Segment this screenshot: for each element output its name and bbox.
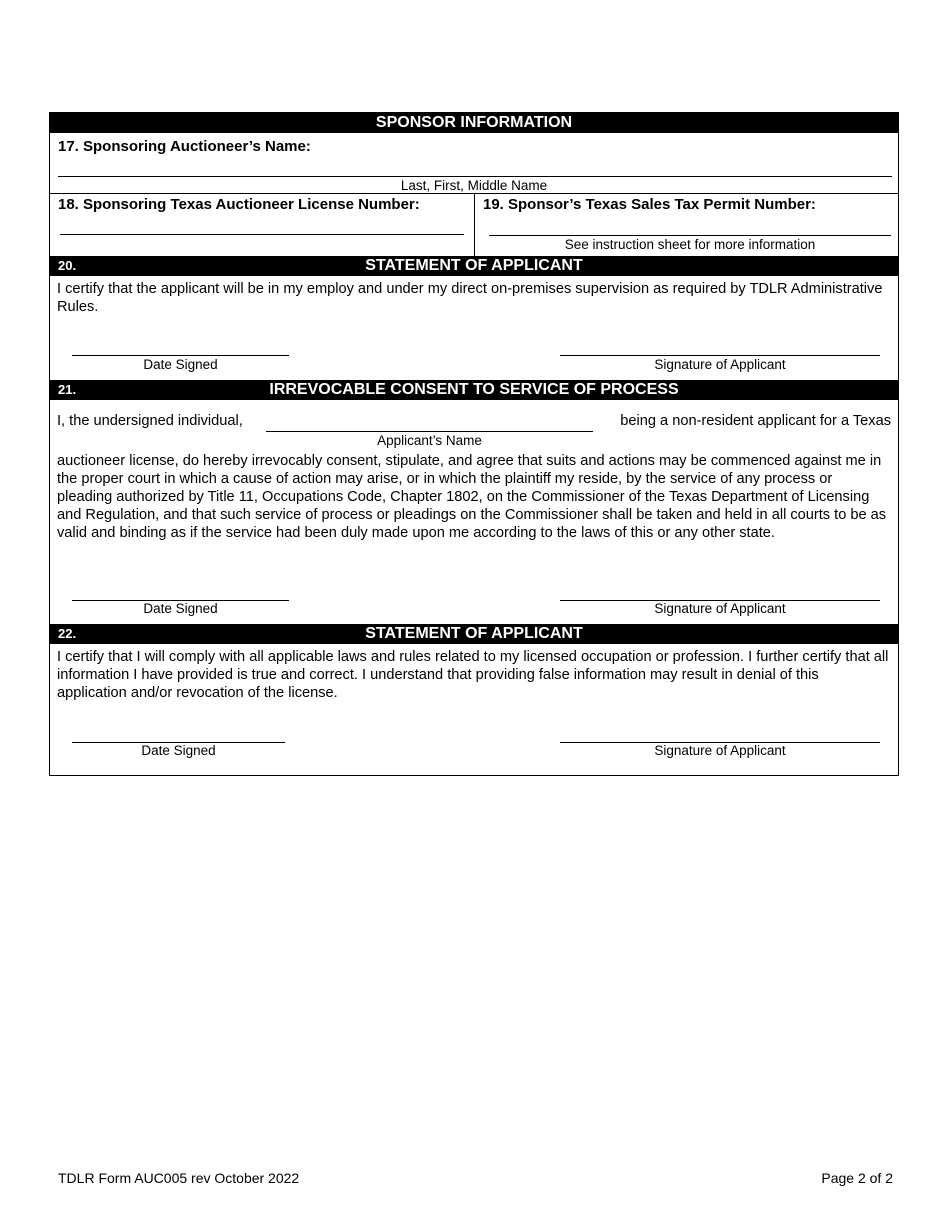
section-21-intro-left: I, the undersigned individual, [57, 413, 243, 429]
column-divider [474, 193, 475, 256]
applicant-name-field[interactable] [266, 415, 593, 432]
q19-label: 19. Sponsor’s Texas Sales Tax Permit Number: [483, 196, 816, 213]
page-number: Page 2 of 2 [821, 1170, 893, 1186]
section-21-signature-field[interactable] [560, 584, 880, 601]
sponsor-license-number-field[interactable] [60, 218, 464, 235]
section-22-statement: I certify that I will comply with all applicable laws and rules related to my licensed occupation or profession. I further certify that all information I have provided is true and correct. I understand that providing false information may result in denial of this application and/or revocation of the license. [57, 649, 889, 701]
section-22-signature-caption: Signature of Applicant [654, 743, 786, 758]
section-22-header [50, 624, 898, 644]
q17-label: 17. Sponsoring Auctioneer’s Name: [58, 138, 311, 155]
sponsor-sales-tax-permit-field[interactable] [489, 219, 891, 236]
section-21-intro-right: being a non-resident applicant for a Texas [620, 413, 891, 429]
section-21-number: 21. [58, 382, 77, 397]
section-21-consent-text: auctioneer license, do hereby irrevocably consent, stipulate, and agree that suits and actions may be commenced against me in the proper court in which a cause of action may arise, or in which the plaintiff my reside, by the service of any process or pleading authorized by Title 11, Occupations Code, Chapter 1802, on the Commissioner of the Texas Department of Licensing and Regulation, and that such service of process or pleadings on the Commissioner shall be taken and held in all courts to be as valid and binding as if the service had been duly made upon me according to the laws of this or any other state. [57, 453, 887, 541]
section-20-date-field[interactable] [72, 339, 289, 356]
sponsor-information-title: SPONSOR INFORMATION [375, 114, 573, 131]
q19-caption: See instruction sheet for more information [564, 237, 816, 252]
applicant-name-caption: Applicant’s Name [377, 433, 482, 448]
section-22-date-caption: Date Signed [141, 743, 216, 758]
section-20-signature-field[interactable] [560, 339, 880, 356]
q18-label: 18. Sponsoring Texas Auctioneer License Number: [58, 196, 420, 213]
section-20-number: 20. [58, 258, 77, 273]
q17-caption: Last, First, Middle Name [400, 178, 548, 193]
section-21-title: IRREVOCABLE CONSENT TO SERVICE OF PROCESS [269, 381, 679, 398]
sponsoring-auctioneer-name-field[interactable] [58, 160, 892, 177]
section-21-header [50, 380, 898, 400]
section-21-date-field[interactable] [72, 584, 289, 601]
section-22-title: STATEMENT OF APPLICANT [365, 625, 583, 642]
section-20-signature-caption: Signature of Applicant [654, 357, 786, 372]
section-20-date-caption: Date Signed [143, 357, 218, 372]
section-22-number: 22. [58, 626, 77, 641]
section-21-date-caption: Date Signed [143, 601, 218, 616]
form-identifier: TDLR Form AUC005 rev October 2022 [58, 1170, 300, 1186]
section-22-date-field[interactable] [72, 726, 285, 743]
sponsor-information-header [50, 113, 898, 133]
section-21-signature-caption: Signature of Applicant [654, 601, 786, 616]
section-20-statement: I certify that the applicant will be in my employ and under my direct on-premises supervision as required by TDLR Administrative Rules. [57, 281, 883, 315]
section-20-title: STATEMENT OF APPLICANT [365, 257, 583, 274]
section-22-signature-field[interactable] [560, 726, 880, 743]
section-20-header [50, 256, 898, 276]
application-form-page [49, 112, 899, 776]
